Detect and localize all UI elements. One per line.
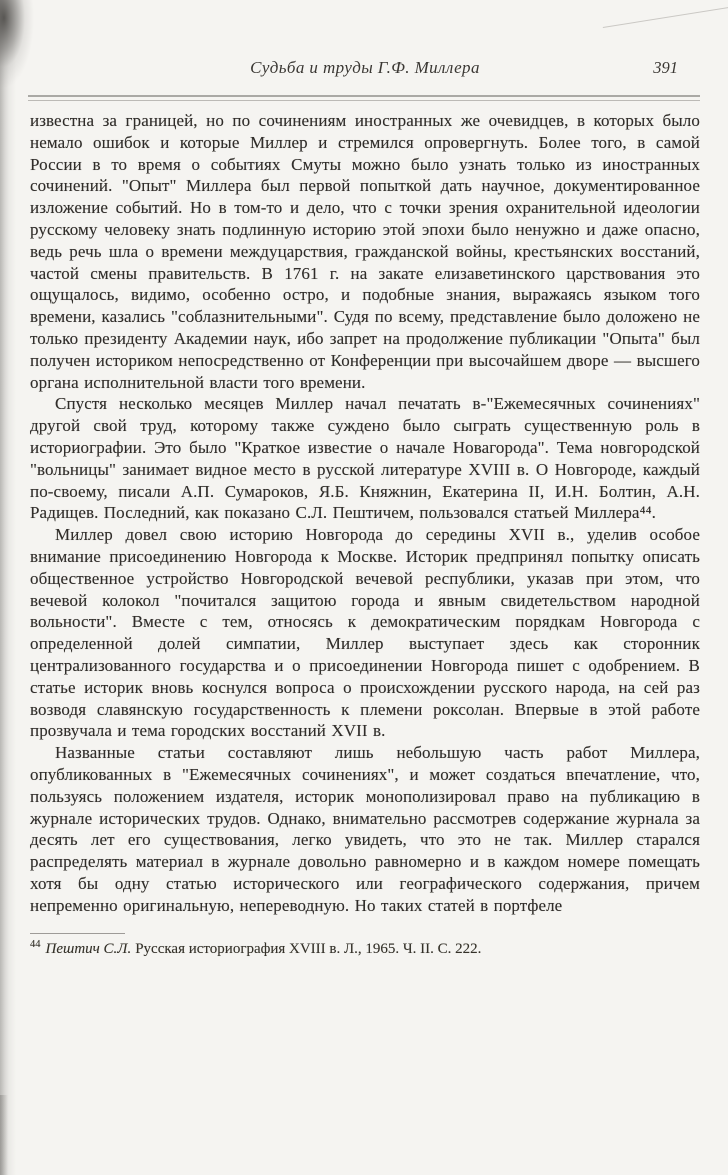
header-double-rule (28, 95, 700, 101)
scan-bottom-smudge (0, 1095, 8, 1175)
paragraph: Спустя несколько месяцев Миллер начал печатать в-"Ежемесячных сочинениях" другой свой труд, которому также суждено было сыграть существенную роль в историографии. Это было "Краткое известие о начале Новагорода". Тема новгородской "вольницы" занимает видное место в русской литературе XVIII в. О Новгороде, каждый по-своему, писали А.П. Сумароков, Я.Б. Княжнин, Екатерина II, И.Н. Болтин, А.Н. Радищев. Последний, как показано С.Л. Пештичем, пользовался статьей Миллера⁴⁴. (30, 394, 700, 523)
scan-corner-smudge (0, 0, 42, 110)
article-body (30, 110, 700, 959)
paragraph: Названные статьи составляют лишь небольшую часть работ Миллера, опубликованных в "Ежемесячных сочинениях", и может создаться впечатление, что, пользуясь положением издателя, историк монополизировал право на публикацию в журнале исторических трудов. Однако, внимательно рассмотрев содержание журнала за десять лет его существования, легко увидеть, что это не так. Миллер старался распределять материал в журнале довольно равномерно и в каждом номере помещать хотя бы одну статью исторического или географического содержания, причем непременно оригинальную, непереводную. Но таких статей в портфеле (30, 743, 700, 915)
footnote-reference-text: Русская историография XVIII в. Л., 1965. Ч. II. С. 222. (135, 941, 482, 958)
paragraph: Миллер довел свою историю Новгорода до середины XVII в., уделив особое внимание присоединению Новгорода к Москве. Историк предпринял попытку описать общественное устройство Новгородской вечевой республики, указав при этом, что вечевой колокол "почитался защитою города и явным свидетельством народной вольности". Вместе с тем, относясь к демократическим порядкам Новгорода с определенной долей симпатии, Миллер выступает здесь как сторонник централизованного государства и о присоединении Новгорода пишет с одобрением. В статье историк вновь коснулся вопроса о происхождении русского народа, на сей раз возводя славянскую государственность к племени роксолан. Впервые в этой работе прозвучала и тема городских восстаний XVII в. (30, 525, 700, 741)
scan-corner-crease (603, 5, 728, 28)
footnote-rule (30, 933, 125, 934)
footnote-author: Пештич С.Л. (45, 941, 132, 958)
running-header (30, 58, 700, 82)
paragraph: известна за границей, но по сочинениям иностранных же очевидцев, в которых было немало ошибок и которые Миллер и стремился опровергнуть. Более того, в самой России в то время о событиях Смуты можно было узнать только из иностранных сочинений. "Опыт" Миллера был первой попыткой дать научное, документированное изложение событий. Но в том-то и дело, что с точки зрения охранительной идеологии русскому человеку знать подлинную историю этой эпохи было ненужно и даже опасно, ведь речь шла о времени междуцарствия, гражданской войны, крестьянских восстаний, частой смены правительств. В 1761 г. на закате елизаветинского царствования это ощущалось, видимо, особенно остро, и подобные знания, выражаясь языком того времени, казались "соблазнительными". Судя по всему, представление было доложено не только президенту Академии наук, ибо запрет на продолжение публикации "Опыта" был получен историком непосредственно от Конференции при высочайшем дворе — высшего органа исполнительной власти того времени. (30, 111, 700, 392)
footnote-block (30, 933, 700, 959)
running-header-title: Судьба и труды Г.Ф. Миллера (250, 58, 480, 77)
footnote (30, 940, 700, 959)
scan-edge-shadow (0, 0, 16, 1175)
page-number: 391 (653, 58, 678, 77)
footnote-marker: 44 (30, 939, 41, 951)
